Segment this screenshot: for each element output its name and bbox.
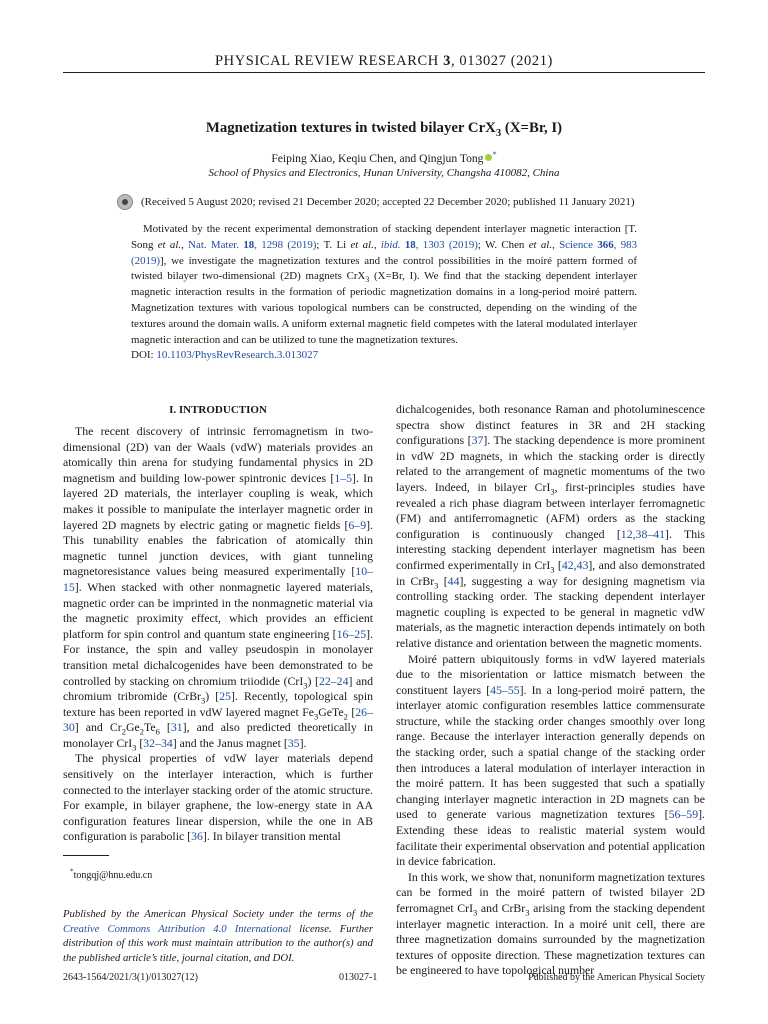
ref-link[interactable]: Nat. Mater. 18, 1298 (2019) xyxy=(188,238,317,251)
citation[interactable]: 1–5 xyxy=(334,470,353,485)
paragraph: The recent discovery of intrinsic ferromagnetism in two-dimensional (2D) van der Waals (vdW) materials provides an atomically thin arena for studying fundamental physics in 2D magnetism and building low-power spintronic devices [1–5]. In layered 2D materials, the interlayer coupling is weak, which makes it possible to manipulate the interlayer magnetic order in layered 2D magnets by electric gating or magnetic fields [6–9]. This tunability enables the fabrication of atomically thin magnetic tunnel junction devices, with giant tunneling magnetoresistance values being measured experimentally [10–15]. When stacked with other nonmagnetic layered materials, magnetic order can be imprinted in the nonmagnetic material via the magnetic proximity effect, which provides an efficient platform for spin control and quantum state engineering [16–25]. For instance, the spin and valley pseudospin in monolayer transition metal dichalcogenides have been demonstrated to be controlled by stacking on chromium triiodide (CrI$_3$) [22–24] and chromium tribromide (CrBr$_3$) [25]. Recently, topological spin texture has been reported in vdW layered magnet $Fe_3GeTe_2$ [26–30] and $Cr_2Ge_2Te_6$ [31], and also predicted theoretically in monolayer CrI$_3$ [32–34] and the Janus magnet [35]. xyxy=(63,424,374,753)
citation[interactable]: 42,43 xyxy=(561,557,589,572)
citation[interactable]: 44 xyxy=(447,573,460,588)
footer-issn: 2643-1564/2021/3(1)/013027(12) xyxy=(63,972,198,983)
citation[interactable]: 6–9 xyxy=(348,517,367,532)
article-number: , 013027 (2021) xyxy=(450,53,553,69)
right-column xyxy=(396,402,705,979)
page-number: 013027-1 xyxy=(339,972,378,983)
citation[interactable]: 56–59 xyxy=(668,807,699,822)
affiliation: School of Physics and Electronics, Hunan University, Changsha 410082, China xyxy=(208,167,560,179)
author-email[interactable]: tongqj@hnu.edu.cn xyxy=(73,870,153,881)
citation[interactable]: 12,38–41 xyxy=(620,526,666,541)
ref-link[interactable]: Science 366, 983 (2019) xyxy=(131,238,638,267)
corresponding-mark[interactable]: * xyxy=(492,150,497,160)
citation[interactable]: 36 xyxy=(191,829,203,844)
journal-name: PHYSICAL REVIEW RESEARCH xyxy=(215,53,439,69)
footnote-rule xyxy=(63,855,109,856)
paragraph: dichalcogenides, both resonance Raman and photoluminescence spectra show distinct features in 3R and 2H stacking configurations [37]. The stacking dependence is more prominent in vdW 2D magnets, in which the stacking order is directly related to the arrangement of magnetic momentums of the two layers. Indeed, in bilayer CrI$_3$, first-principles studies have revealed a rich phase diagram between interlayer ferromagnetic (FM) and antiferromagnetic (AFM) orders as the stacking configuration is continuously changed [12,38–41]. This interesting stacking dependent interlayer magnetism has been confirmed experimentally in CrI$_3$ [42,43], and also demonstrated in CrBr$_3$ [44], suggesting a way for designing magnetism via controlling stacking order. The stacking dependent interlayer magnetic coupling is expected to be general in magnetic vdW materials, as the magnetic interaction depends intimately on both relative distance and orientation between the magnetic moments. xyxy=(396,402,705,650)
citation[interactable]: 26–30 xyxy=(63,704,373,735)
ref-link[interactable]: ibid. 18, 1303 (2019) xyxy=(380,238,478,251)
license-link[interactable]: Creative Commons Attribution 4.0 International xyxy=(63,922,292,935)
citation[interactable]: 25 xyxy=(219,689,231,704)
section-heading: I. INTRODUCTION xyxy=(169,404,267,416)
citation[interactable]: 16–25 xyxy=(336,626,367,641)
citation[interactable]: 45–55 xyxy=(490,682,520,697)
footnote: *tongqj@hnu.edu.cn xyxy=(70,867,153,881)
citation[interactable]: 22–24 xyxy=(318,673,349,688)
left-column xyxy=(63,424,373,845)
check-for-updates-icon[interactable] xyxy=(117,194,133,210)
paragraph: In this work, we show that, nonuniform magnetization textures can be formed in the moiré pattern of twisted bilayer 2D ferromagnet CrI$_3$ and CrBr$_3$ arising from the stacking dependent interlayer magnetic interaction. In a moiré unit cell, there are three magnetization domains surrounded by the magnetization textures of opposite direction. These magnetization textures can be engineered to have topological number xyxy=(396,869,705,978)
received-dates: (Received 5 August 2020; revised 21 December 2020; accepted 22 December 2020; published 11 January 2021) xyxy=(141,196,635,208)
paragraph: The physical properties of vdW layer materials depend sensitively on the interlayer interaction, which is further connected to the interlayer stacking order of the atomic structure. For example, in bilayer graphene, the low-energy state in AA configuration features linear dispersion, while the one in AB configuration is parabolic [36]. In bilayer transition mental xyxy=(63,751,373,844)
citation[interactable]: 31 xyxy=(170,720,183,735)
doi-line: DOI: 10.1103/PhysRevResearch.3.013027 xyxy=(131,349,319,361)
abstract: Motivated by the recent experimental demonstration of stacking dependent interlayer magnetic interaction [T. Song et al., Nat. Mater. 18, 1298 (2019); T. Li et al., ibid. 18, 1303 (2019); W. Chen et al., Science 366, 983 (2019)], we investigate the magnetization textures and the control possibilities in the moiré pattern formed of twisted bilayer two-dimensional (2D) magnets CrX$_3$ (X=Br, I). We find that the stacking dependent interlayer magnetic interaction results in the formation of periodic magnetization domains in a long-period moiré pattern. Magnetization textures with various topological numbers can be constructed, depending on the winding of the textures around the domain walls. A uniform external magnetic field competes with the lateral modulated interlayer magnetic interaction and can be utilized to tune the magnetization textures. xyxy=(131,223,638,346)
paragraph: Moiré pattern ubiquitously forms in vdW layered materials due to the misorientation or lattice mismatch between the constituent layers [45–55]. In a long-period moiré pattern, the interlayer atomic configuration resembles lattice commensurate structure, while the stacking order changes smoothly over long range. Because the interlayer interaction generally depends on the stacking order, such a spatial change of the stacking order then introduces a lateral modulation of interlayer interaction in the moiré pattern. It has been suggested that such a spatially changing interlayer magnetic interaction in 2D magnets can be used to generate various magnetization textures [56–59]. Extending these ideas to realistic material system would facilitate their experimental observation and potential application in device fabrication. xyxy=(396,651,705,869)
citation[interactable]: 10–15 xyxy=(63,564,373,594)
journal-volume: 3 xyxy=(443,53,451,69)
doi-link[interactable]: 10.1103/PhysRevResearch.3.013027 xyxy=(156,349,319,361)
paper-title: Magnetization textures in twisted bilayer CrX$_3$ (X=Br, I) xyxy=(205,120,563,139)
author-list: Feiping Xiao, Keqiu Chen, and Qingjun Tong * xyxy=(271,150,497,165)
footer-publisher: Published by the American Physical Society xyxy=(528,972,705,983)
license-statement: Published by the American Physical Society under the terms of the Creative Commons Attribution 4.0 International license. Further distribution of this work must maintain attribution to the author(s) and the published article’s title, journal citation, and DOI. xyxy=(63,908,374,964)
citation[interactable]: 37 xyxy=(471,433,484,448)
header-rule xyxy=(63,72,705,73)
citation[interactable]: 35 xyxy=(287,735,300,750)
citation[interactable]: 32–34 xyxy=(143,735,173,750)
running-header xyxy=(0,53,768,70)
